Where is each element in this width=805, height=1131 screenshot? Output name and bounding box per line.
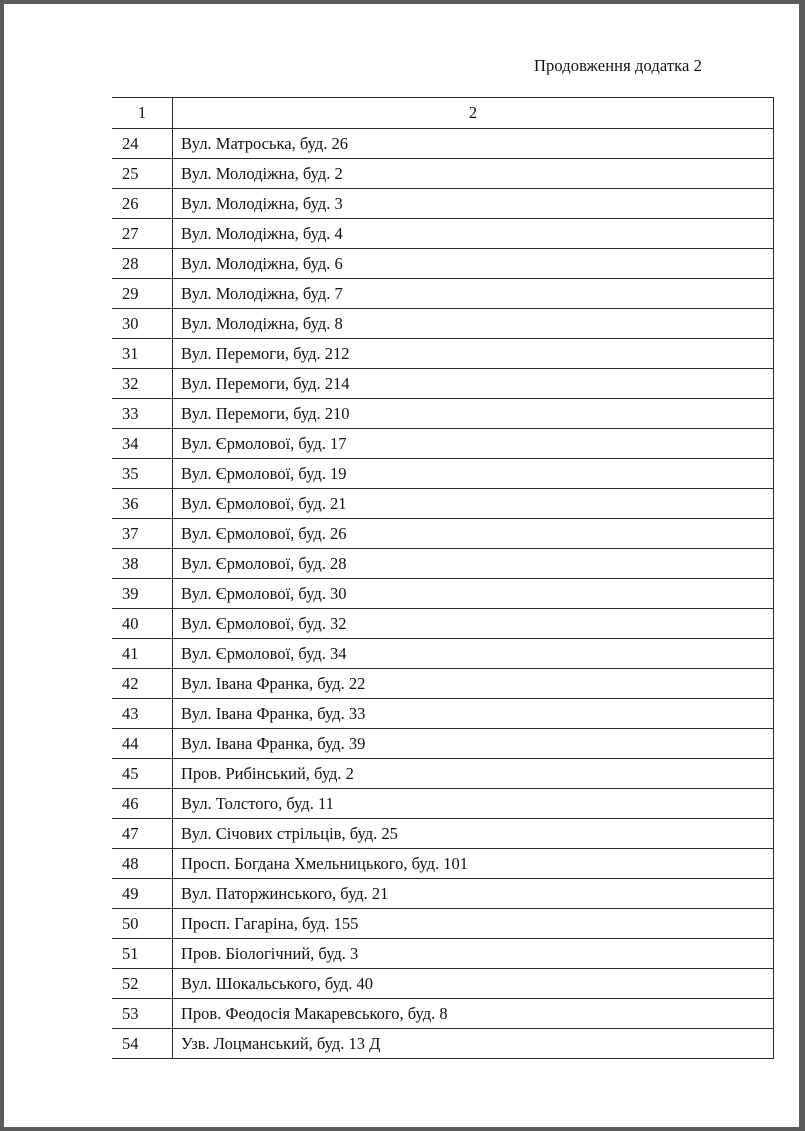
row-number: 43 bbox=[112, 699, 173, 729]
row-number: 40 bbox=[112, 609, 173, 639]
table-row bbox=[112, 819, 774, 849]
row-number: 39 bbox=[112, 579, 173, 609]
row-address: Вул. Перемоги, буд. 212 bbox=[173, 339, 774, 369]
row-address: Вул. Єрмолової, буд. 17 bbox=[173, 429, 774, 459]
table-row bbox=[112, 969, 774, 999]
table-row bbox=[112, 519, 774, 549]
row-number: 41 bbox=[112, 639, 173, 669]
row-address: Вул. Шокальського, буд. 40 bbox=[173, 969, 774, 999]
row-number: 31 bbox=[112, 339, 173, 369]
row-number: 46 bbox=[112, 789, 173, 819]
table-row bbox=[112, 579, 774, 609]
table-row bbox=[112, 729, 774, 759]
row-number: 34 bbox=[112, 429, 173, 459]
table-header-row bbox=[112, 98, 774, 129]
column-header-number: 1 bbox=[112, 98, 173, 129]
row-number: 51 bbox=[112, 939, 173, 969]
row-address: Вул. Єрмолової, буд. 26 bbox=[173, 519, 774, 549]
row-address: Вул. Матроська, буд. 26 bbox=[173, 129, 774, 159]
row-address: Вул. Перемоги, буд. 214 bbox=[173, 369, 774, 399]
row-address: Просп. Богдана Хмельницького, буд. 101 bbox=[173, 849, 774, 879]
row-number: 26 bbox=[112, 189, 173, 219]
row-number: 54 bbox=[112, 1029, 173, 1059]
row-address: Вул. Єрмолової, буд. 32 bbox=[173, 609, 774, 639]
row-number: 30 bbox=[112, 309, 173, 339]
row-address: Вул. Паторжинського, буд. 21 bbox=[173, 879, 774, 909]
row-number: 53 bbox=[112, 999, 173, 1029]
table-row bbox=[112, 879, 774, 909]
table-row bbox=[112, 159, 774, 189]
row-number: 28 bbox=[112, 249, 173, 279]
table-row bbox=[112, 909, 774, 939]
row-address: Вул. Січових стрільців, буд. 25 bbox=[173, 819, 774, 849]
row-number: 49 bbox=[112, 879, 173, 909]
row-address: Вул. Молодіжна, буд. 8 bbox=[173, 309, 774, 339]
table-row bbox=[112, 279, 774, 309]
table-row bbox=[112, 309, 774, 339]
table-row bbox=[112, 699, 774, 729]
table-row bbox=[112, 1029, 774, 1059]
table-row bbox=[112, 639, 774, 669]
row-number: 45 bbox=[112, 759, 173, 789]
row-address: Вул. Молодіжна, буд. 3 bbox=[173, 189, 774, 219]
table-row bbox=[112, 399, 774, 429]
column-header-address: 2 bbox=[173, 98, 774, 129]
row-number: 36 bbox=[112, 489, 173, 519]
table-row bbox=[112, 489, 774, 519]
row-address: Пров. Рибінський, буд. 2 bbox=[173, 759, 774, 789]
table-row bbox=[112, 249, 774, 279]
row-address: Вул. Єрмолової, буд. 28 bbox=[173, 549, 774, 579]
table-row bbox=[112, 189, 774, 219]
table-row bbox=[112, 369, 774, 399]
row-address: Вул. Івана Франка, буд. 22 bbox=[173, 669, 774, 699]
row-number: 37 bbox=[112, 519, 173, 549]
row-address: Просп. Гагаріна, буд. 155 bbox=[173, 909, 774, 939]
table-row bbox=[112, 939, 774, 969]
row-number: 50 bbox=[112, 909, 173, 939]
row-address: Вул. Івана Франка, буд. 33 bbox=[173, 699, 774, 729]
table-row bbox=[112, 759, 774, 789]
row-number: 35 bbox=[112, 459, 173, 489]
row-address: Вул. Івана Франка, буд. 39 bbox=[173, 729, 774, 759]
row-number: 27 bbox=[112, 219, 173, 249]
address-table-body bbox=[112, 98, 774, 1059]
row-number: 44 bbox=[112, 729, 173, 759]
document-page bbox=[4, 4, 799, 1127]
row-number: 33 bbox=[112, 399, 173, 429]
table-row bbox=[112, 849, 774, 879]
row-address: Вул. Єрмолової, буд. 19 bbox=[173, 459, 774, 489]
appendix-continuation-caption: Продовження додатка 2 bbox=[534, 56, 703, 75]
row-address: Вул. Єрмолової, буд. 30 bbox=[173, 579, 774, 609]
table-row bbox=[112, 549, 774, 579]
row-address: Вул. Єрмолової, буд. 21 bbox=[173, 489, 774, 519]
row-address: Вул. Молодіжна, буд. 2 bbox=[173, 159, 774, 189]
table-row bbox=[112, 789, 774, 819]
row-number: 29 bbox=[112, 279, 173, 309]
row-number: 24 bbox=[112, 129, 173, 159]
row-number: 38 bbox=[112, 549, 173, 579]
row-address: Вул. Єрмолової, буд. 34 bbox=[173, 639, 774, 669]
table-row bbox=[112, 669, 774, 699]
row-number: 47 bbox=[112, 819, 173, 849]
table-row bbox=[112, 219, 774, 249]
table-row bbox=[112, 999, 774, 1029]
table-row bbox=[112, 609, 774, 639]
row-address: Вул. Молодіжна, буд. 6 bbox=[173, 249, 774, 279]
row-address: Узв. Лоцманський, буд. 13 Д bbox=[173, 1029, 774, 1059]
row-address: Вул. Толстого, буд. 11 bbox=[173, 789, 774, 819]
row-address: Пров. Феодосія Макаревського, буд. 8 bbox=[173, 999, 774, 1029]
table-row bbox=[112, 129, 774, 159]
row-address: Вул. Молодіжна, буд. 4 bbox=[173, 219, 774, 249]
table-row bbox=[112, 429, 774, 459]
table-row bbox=[112, 459, 774, 489]
row-number: 25 bbox=[112, 159, 173, 189]
row-address: Вул. Молодіжна, буд. 7 bbox=[173, 279, 774, 309]
row-number: 48 bbox=[112, 849, 173, 879]
row-number: 42 bbox=[112, 669, 173, 699]
row-number: 32 bbox=[112, 369, 173, 399]
table-row bbox=[112, 339, 774, 369]
row-address: Вул. Перемоги, буд. 210 bbox=[173, 399, 774, 429]
address-table bbox=[112, 97, 774, 1059]
row-number: 52 bbox=[112, 969, 173, 999]
row-address: Пров. Біологічний, буд. 3 bbox=[173, 939, 774, 969]
